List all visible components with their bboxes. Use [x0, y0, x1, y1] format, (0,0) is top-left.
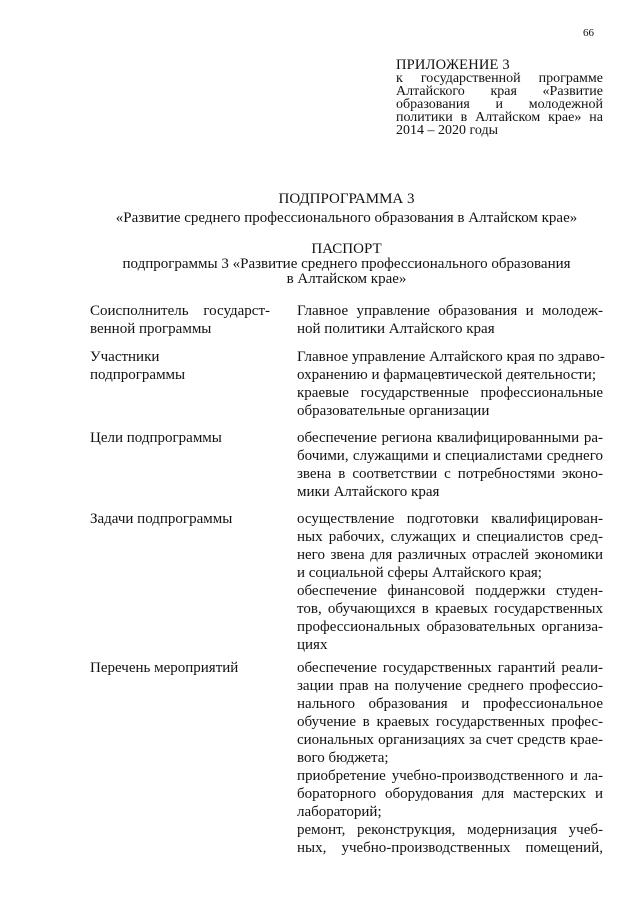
value-line: приобретение учебно-производственного и ла- — [297, 768, 603, 784]
page-number: 66 — [583, 27, 594, 39]
value-line: обучение в краевых государственных профес- — [297, 714, 603, 730]
row-value — [297, 659, 603, 857]
row-label — [90, 659, 270, 677]
value-line: мики Алтайского края — [297, 484, 440, 500]
value-line: бочими, служащими и специалистами среднего — [297, 448, 603, 464]
value-line: нального образования и профессиональное — [297, 696, 603, 712]
value-line: бораторного оборудования для мастерских и — [297, 786, 603, 802]
label-line: Задачи подпрограммы — [90, 511, 233, 527]
appendix-block — [396, 59, 603, 137]
row-label — [90, 348, 270, 384]
appendix-line: к государственной программе — [396, 71, 603, 86]
subprogram-name: «Развитие среднего профессионального образования в Алтайском крае» — [115, 210, 578, 226]
value-line: образовательные организации — [297, 403, 490, 419]
appendix-line: образования и молодежной — [396, 97, 603, 112]
value-line: тов, обучающихся в краевых государственных — [297, 601, 603, 617]
appendix-title: ПРИЛОЖЕНИЕ 3 — [396, 57, 510, 73]
value-line: лабораторий; — [297, 804, 382, 820]
value-line: обеспечение финансовой поддержки студен- — [297, 583, 603, 599]
appendix-line: политики в Алтайском крае» на — [396, 110, 603, 125]
passport-subtitle: подпрограммы 3 «Развитие среднего профессионального образования — [122, 256, 571, 272]
value-line: вого бюджета; — [297, 750, 389, 766]
label-line: подпрограммы — [90, 367, 186, 383]
label-line: Участники — [90, 349, 160, 365]
value-line: ной политики Алтайского края — [297, 321, 495, 337]
value-line: краевые государственные профессиональные — [297, 385, 603, 401]
value-line: звена в соответствии с потребностями эконо- — [297, 466, 603, 482]
row-value — [297, 510, 603, 654]
value-line: сиональных организациях за счет средств крае- — [297, 732, 603, 748]
row-value — [297, 302, 603, 338]
value-line: охранению и фармацевтической деятельности; — [297, 367, 597, 383]
value-line: Главное управление образования и молодеж- — [297, 303, 603, 319]
value-line: обеспечение региона квалифицированными ра- — [297, 430, 603, 446]
value-line: зации прав на получение среднего профессио- — [297, 678, 603, 694]
appendix-line: Алтайского края «Развитие — [396, 84, 603, 99]
value-line: и социальной сферы Алтайского края; — [297, 565, 542, 581]
label-line: Соисполнитель государст- — [90, 303, 270, 319]
value-line: обеспечение государственных гарантий реали- — [297, 660, 603, 676]
passport-subtitle: в Алтайском крае» — [286, 271, 407, 287]
value-line: осуществление подготовки квалифицирован- — [297, 511, 603, 527]
label-line: Цели подпрограммы — [90, 430, 222, 446]
passport-title: ПАСПОРТ — [311, 241, 382, 257]
row-label — [90, 429, 270, 447]
value-line: профессиональных образовательных организа- — [297, 619, 603, 635]
value-line: Главное управление Алтайского края по здраво- — [297, 349, 605, 365]
row-value — [297, 348, 603, 420]
row-value — [297, 429, 603, 501]
row-label — [90, 302, 270, 338]
row-label — [90, 510, 270, 528]
value-line: циях — [297, 637, 328, 653]
subprogram-title: ПОДПРОГРАММА 3 — [278, 191, 415, 207]
appendix-line: 2014 – 2020 годы — [396, 123, 499, 138]
label-line: венной программы — [90, 321, 212, 337]
value-line: ных рабочих, служащих и специалистов сред- — [297, 529, 603, 545]
label-line: Перечень мероприятий — [90, 660, 239, 676]
value-line: него звена для различных отраслей экономики — [297, 547, 603, 563]
value-line: ных, учебно-производственных помещений, — [297, 840, 603, 856]
value-line: ремонт, реконструкция, модернизация учеб- — [297, 822, 603, 838]
